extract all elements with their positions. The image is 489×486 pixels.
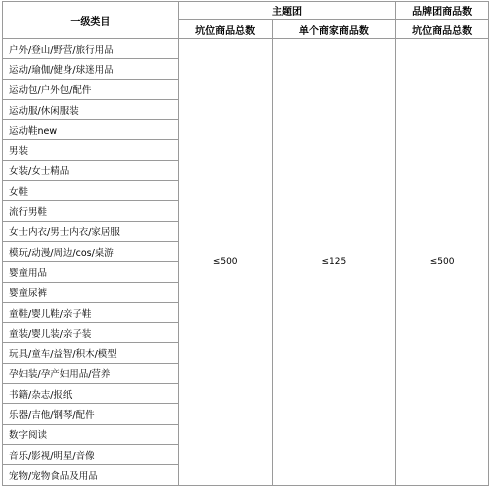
category-cell: 女鞋 xyxy=(3,181,179,201)
brand-group-header: 品牌团商品数 xyxy=(396,2,489,20)
theme-group-header: 主题团 xyxy=(178,2,395,20)
category-limits-table xyxy=(2,1,489,486)
category-cell: 音乐/影视/明星/音像 xyxy=(3,444,179,464)
category-cell: 书籍/杂志/报纸 xyxy=(3,384,179,404)
category-cell: 婴童用品 xyxy=(3,262,179,282)
category-cell: 童鞋/婴儿鞋/亲子鞋 xyxy=(3,302,179,322)
category-cell: 女士内衣/男士内衣/家居服 xyxy=(3,221,179,241)
category-cell: 模玩/动漫/周边/cos/桌游 xyxy=(3,241,179,261)
header-row-1 xyxy=(3,2,489,20)
category-cell: 流行男鞋 xyxy=(3,201,179,221)
category-cell: 乐器/吉他/钢琴/配件 xyxy=(3,404,179,424)
category-cell: 运动服/休闲服装 xyxy=(3,99,179,119)
table-row xyxy=(3,39,489,59)
category-cell: 女装/女士精品 xyxy=(3,160,179,180)
category-cell: 运动鞋new xyxy=(3,120,179,140)
category-cell: 男装 xyxy=(3,140,179,160)
brand-slot-total-value: ≤500 xyxy=(396,39,489,486)
brand-slot-total-header: 坑位商品总数 xyxy=(396,20,489,39)
category-cell: 数字阅读 xyxy=(3,424,179,444)
theme-slot-total-value: ≤500 xyxy=(178,39,272,486)
category-header: 一级类目 xyxy=(3,2,179,39)
category-cell: 户外/登山/野营/旅行用品 xyxy=(3,39,179,59)
category-cell: 宠物/宠物食品及用品 xyxy=(3,465,179,485)
theme-slot-total-header: 坑位商品总数 xyxy=(178,20,272,39)
category-cell: 运动包/户外包/配件 xyxy=(3,79,179,99)
category-cell: 玩具/童车/益智/积木/模型 xyxy=(3,343,179,363)
theme-single-merchant-value: ≤125 xyxy=(272,39,396,486)
single-merchant-header: 单个商家商品数 xyxy=(272,20,396,39)
category-cell: 童装/婴儿装/亲子装 xyxy=(3,323,179,343)
category-cell: 运动/瑜伽/健身/球迷用品 xyxy=(3,59,179,79)
category-cell: 孕妇装/孕产妇用品/营养 xyxy=(3,363,179,383)
category-cell: 婴童尿裤 xyxy=(3,282,179,302)
